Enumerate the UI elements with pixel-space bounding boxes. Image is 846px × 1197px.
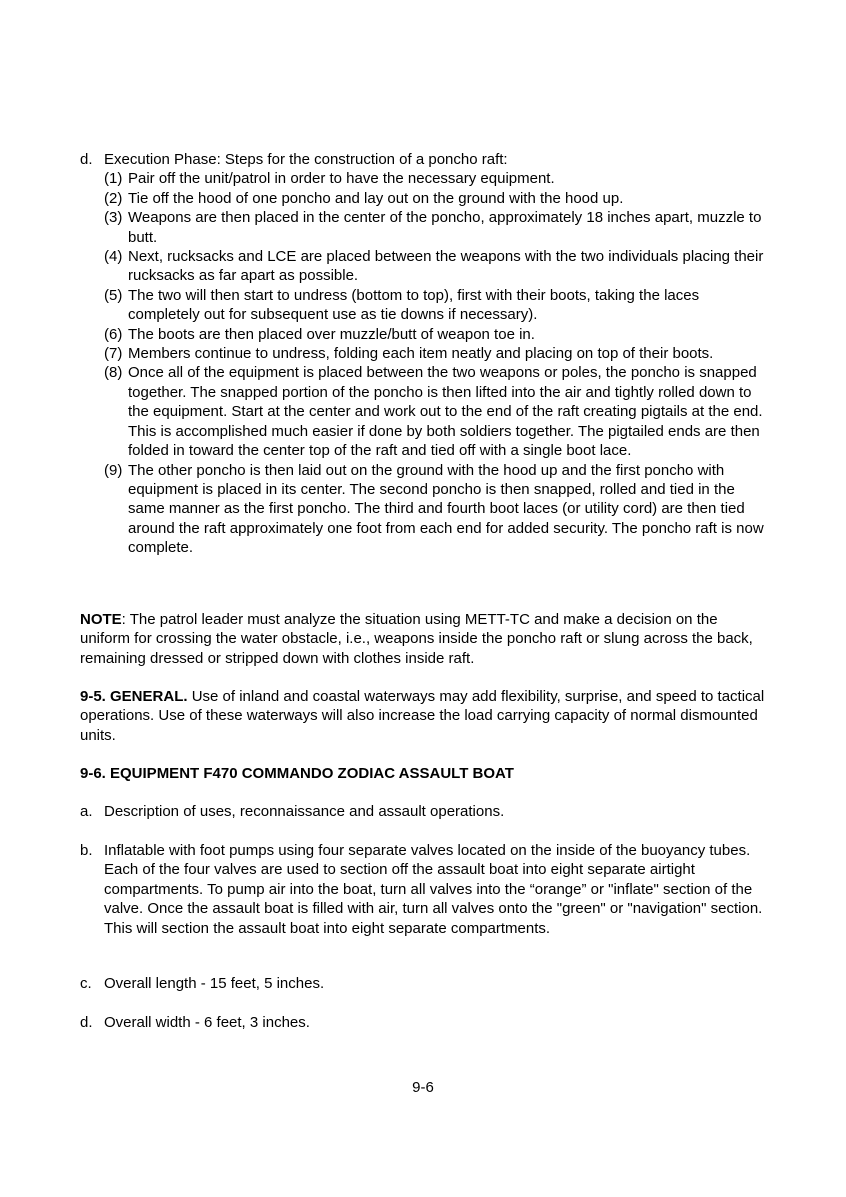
- note-paragraph: [80, 610, 770, 668]
- step-text: Weapons are then placed in the center of the poncho, approximately 18 inches apart, muzzle to butt.: [128, 209, 762, 246]
- step-number: (6): [104, 325, 123, 343]
- step-text: Tie off the hood of one poncho and lay out on the ground with the hood up.: [128, 189, 624, 207]
- step-text: Once all of the equipment is placed between the two weapons or poles, the poncho is snapped together. The snapped portion of the poncho is then lifted into the air and tightly rolled down to the equipment. Start at the center and work out to the end of the raft creating pigtails at the end. This is accomplished much easier if done by both soldiers together. The pigtailed ends are then folded in toward the center top of the raft and tied off with a single boot lace.: [128, 364, 763, 460]
- execution-phase-heading: [80, 150, 770, 169]
- general-text: Use of inland and coastal waterways may add flexibility, surprise, and speed to tactical operations. Use of these waterways will also increase the load carrying capacity of normal dismounted units.: [80, 688, 765, 744]
- step-number: (5): [104, 286, 123, 304]
- step-item: [80, 189, 770, 208]
- step-item: [80, 247, 770, 286]
- section-heading-9-5: 9-5. GENERAL.: [80, 688, 188, 705]
- step-text: The other poncho is then laid out on the ground with the hood up and the first poncho with equipment is placed in its center. The second poncho is then snapped, rolled and tied in the same manner as the first poncho. The third and fourth boot laces (or utility cord) are then tied around the raft approximately one foot from each end for added security. The poncho raft is now complete.: [128, 461, 764, 557]
- execution-phase-section: [80, 150, 770, 558]
- equipment-item: [80, 974, 770, 993]
- execution-phase-title: Execution Phase: Steps for the construction of a poncho raft:: [104, 151, 508, 168]
- step-text: Next, rucksacks and LCE are placed between the weapons with the two individuals placing their rucksacks as far apart as possible.: [128, 248, 764, 285]
- step-number: (3): [104, 209, 123, 227]
- list-letter: b.: [80, 842, 93, 859]
- step-item: [80, 208, 770, 247]
- step-item: [80, 169, 770, 188]
- section-heading-9-6: 9-6. EQUIPMENT F470 COMMANDO ZODIAC ASSAULT BOAT: [80, 765, 514, 782]
- item-text: Overall width - 6 feet, 3 inches.: [104, 1014, 310, 1031]
- step-text: The two will then start to undress (bottom to top), first with their boots, taking the laces completely out for subsequent use as tie downs if necessary).: [128, 286, 700, 324]
- step-item: [80, 461, 770, 558]
- step-item: [80, 286, 770, 325]
- item-text: Overall length - 15 feet, 5 inches.: [104, 975, 325, 992]
- general-paragraph: [80, 687, 770, 745]
- list-letter: a.: [80, 803, 93, 820]
- step-number: (4): [104, 248, 123, 266]
- equipment-item: [80, 841, 770, 938]
- note-text: : The patrol leader must analyze the situation using METT-TC and make a decision on the uniform for crossing the water obstacle, i.e., weapons inside the poncho raft or slung across the back, remaining dressed or stripped down with clothes inside raft.: [80, 611, 753, 667]
- step-number: (8): [104, 364, 123, 382]
- equipment-item: [80, 802, 770, 821]
- step-number: (1): [104, 170, 123, 188]
- step-item: [80, 325, 770, 344]
- list-letter: c.: [80, 975, 92, 992]
- step-item: [80, 363, 770, 460]
- list-letter: d.: [80, 1014, 93, 1031]
- item-text: Description of uses, reconnaissance and assault operations.: [104, 803, 505, 820]
- step-text: Members continue to undress, folding each item neatly and placing on top of their boots.: [128, 345, 714, 363]
- note-label: NOTE: [80, 611, 122, 628]
- step-number: (7): [104, 345, 123, 363]
- step-number: (2): [104, 189, 123, 207]
- equipment-item: [80, 1013, 770, 1032]
- step-text: Pair off the unit/patrol in order to have the necessary equipment.: [128, 170, 555, 188]
- step-number: (9): [104, 461, 123, 479]
- step-item: [80, 344, 770, 363]
- item-text: Inflatable with foot pumps using four separate valves located on the inside of the buoyancy tubes. Each of the four valves are used to section off the assault boat into eight separate airtight compartments. To pump air into the boat, turn all valves into the “orange” or "inflate" section of the valve. Once the assault boat is filled with air, turn all valves onto the "green" or "navigation" section. This will section the assault boat into eight separate compartments.: [104, 842, 763, 937]
- list-letter: d.: [80, 151, 93, 168]
- step-text: The boots are then placed over muzzle/butt of weapon toe in.: [128, 325, 535, 343]
- page-number: 9-6: [412, 1079, 434, 1096]
